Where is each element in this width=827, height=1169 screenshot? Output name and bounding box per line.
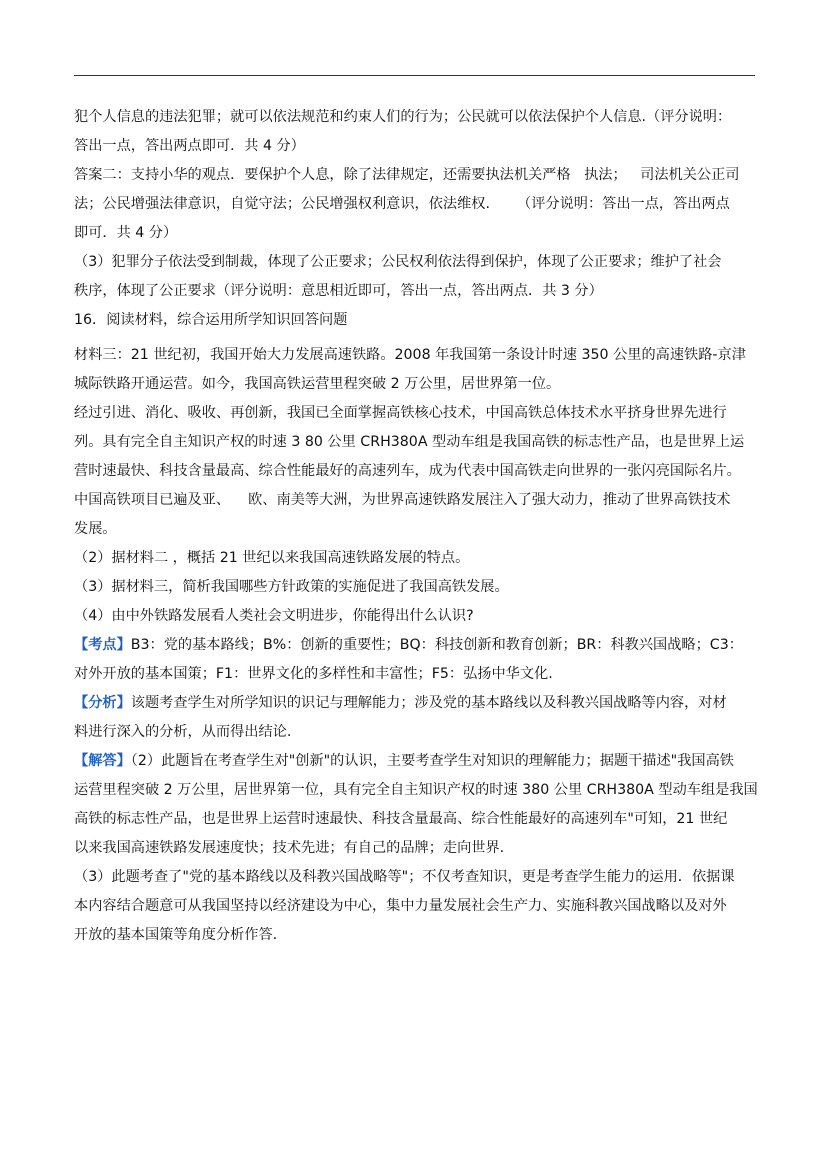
text-line: 对外开放的基本国策；F1：世界文化的多样性和丰富性；F5：弘扬中华文化.: [74, 666, 553, 682]
text-line: 高铁的标志性产品，也是世界上运营时速最快、科技含量最高、综合性能最好的高速列车"可知，21 世纪: [74, 811, 728, 827]
text-line: 本内容结合题意可从我国坚持以经济建设为中心，集中力量发展社会生产力、实施科教兴国战略以及对外: [74, 898, 727, 914]
text-line: 城际铁路开通运营。如今，我国高铁运营里程突破 2 万公里，居世界第一位。: [74, 376, 561, 392]
kaodian-text: B3：党的基本路线；B%：创新的重要性；BQ：科技创新和教育创新；BR：科教兴国战略；C3：: [130, 637, 743, 653]
text-line: （3）犯罪分子依法受到制裁，体现了公正要求；公民权利依法得到保护，体现了公正要求；维护了社会: [74, 254, 722, 270]
text-line: 答出一点，答出两点即可．共 4 分）: [74, 138, 305, 154]
header-rule: [74, 75, 755, 76]
text-line: 材料三：21 世纪初，我国开始大力发展高速铁路。2008 年我国第一条设计时速 350 公里的高速铁路-京津: [74, 347, 746, 363]
text-line: 秩序，体现了公正要求（评分说明：意思相近即可，答出一点，答出两点．共 3 分）: [74, 283, 603, 299]
text-line: [74, 690, 758, 719]
section-kaodian: [74, 632, 758, 690]
text-line: （3）据材料三，简析我国哪些方针政策的实施促进了我国高铁发展。: [74, 579, 509, 595]
paragraph-answer-two: [74, 162, 758, 249]
section-jieda-3: [74, 864, 758, 951]
text-line: （2）据材料二 ，概括 21 世纪以来我国高速铁路发展的特点。: [74, 550, 470, 566]
jieda-text: （2）此题旨在考查学生对"创新"的认识，主要考查学生对知识的理解能力；据题干描述"我国高铁: [130, 753, 734, 769]
text-line: 犯个人信息的违法犯罪；就可以依法规范和约束人们的行为；公民就可以依法保护个人信息.（评分说明：: [74, 109, 732, 125]
text-line: 法；公民增强法律意识，自觉守法；公民增强权利意识，依法维权. （评分说明：答出一点，答出两点: [74, 196, 730, 212]
jieda-tag: 【解答】: [74, 753, 131, 769]
question-16-heading: [74, 307, 758, 336]
fenxi-text: 该题考查学生对所学知识的识记与理解能力；涉及党的基本路线以及科教兴国战略等内容，对材: [130, 695, 727, 711]
paragraph-material-three: [74, 342, 758, 545]
text-line: （4）由中外铁路发展看人类社会文明进步，你能得出什么认识?: [74, 608, 474, 624]
paragraph-prev-answer: [74, 104, 758, 162]
text-line: 开放的基本国策等角度分析作答.: [74, 927, 278, 943]
kaodian-tag: 【考点】: [74, 637, 131, 653]
section-fenxi: [74, 690, 758, 748]
fenxi-tag: 【分析】: [74, 695, 131, 711]
text-line: 列。具有完全自主知识产权的时速 3 80 公里 CRH380A 型动车组是我国高铁的标志性产品，也是世界上运: [74, 434, 745, 450]
text-line: 以来我国高速铁路发展速度快；技术先进；有自己的品牌；走向世界.: [74, 840, 505, 856]
sub-questions: [74, 545, 758, 632]
text-line: 经过引进、消化、吸收、再创新，我国已全面掌握高铁核心技术，中国高铁总体技术水平挤身世界先进行: [74, 405, 727, 421]
text-line: （3）此题考查了"党的基本路线以及科教兴国战略等"；不仅考查知识，更是考查学生能力的运用．依据课: [74, 869, 735, 885]
text-line: 16．阅读材料，综合运用所学知识回答问题: [74, 312, 348, 328]
text-line: [74, 632, 758, 661]
text-line: 运营里程突破 2 万公里，居世界第一位，具有完全自主知识产权的时速 380 公里 CRH380A 型动车组是我国: [74, 782, 758, 798]
text-line: [74, 748, 758, 777]
text-line: 发展。: [74, 521, 117, 537]
text-line: 营时速最快、科技含量最高、综合性能最好的高速列车，成为代表中国高铁走向世界的一张闪亮国际名片。: [74, 463, 741, 479]
text-line: 答案二：支持小华的观点．要保护个人息，除了法律规定，还需要执法机关严格 执法； 司法机关公正司: [74, 167, 740, 183]
text-line: 料进行深入的分析，从而得出结论.: [74, 724, 292, 740]
section-jieda: [74, 748, 758, 864]
text-line: 即可．共 4 分）: [74, 225, 178, 241]
paragraph-answer-3: [74, 249, 758, 307]
text-line: 中国高铁项目已遍及亚、 欧、南美等大洲，为世界高速铁路发展注入了强大动力，推动了世界高铁技术: [74, 492, 731, 508]
document-body: [74, 104, 758, 951]
